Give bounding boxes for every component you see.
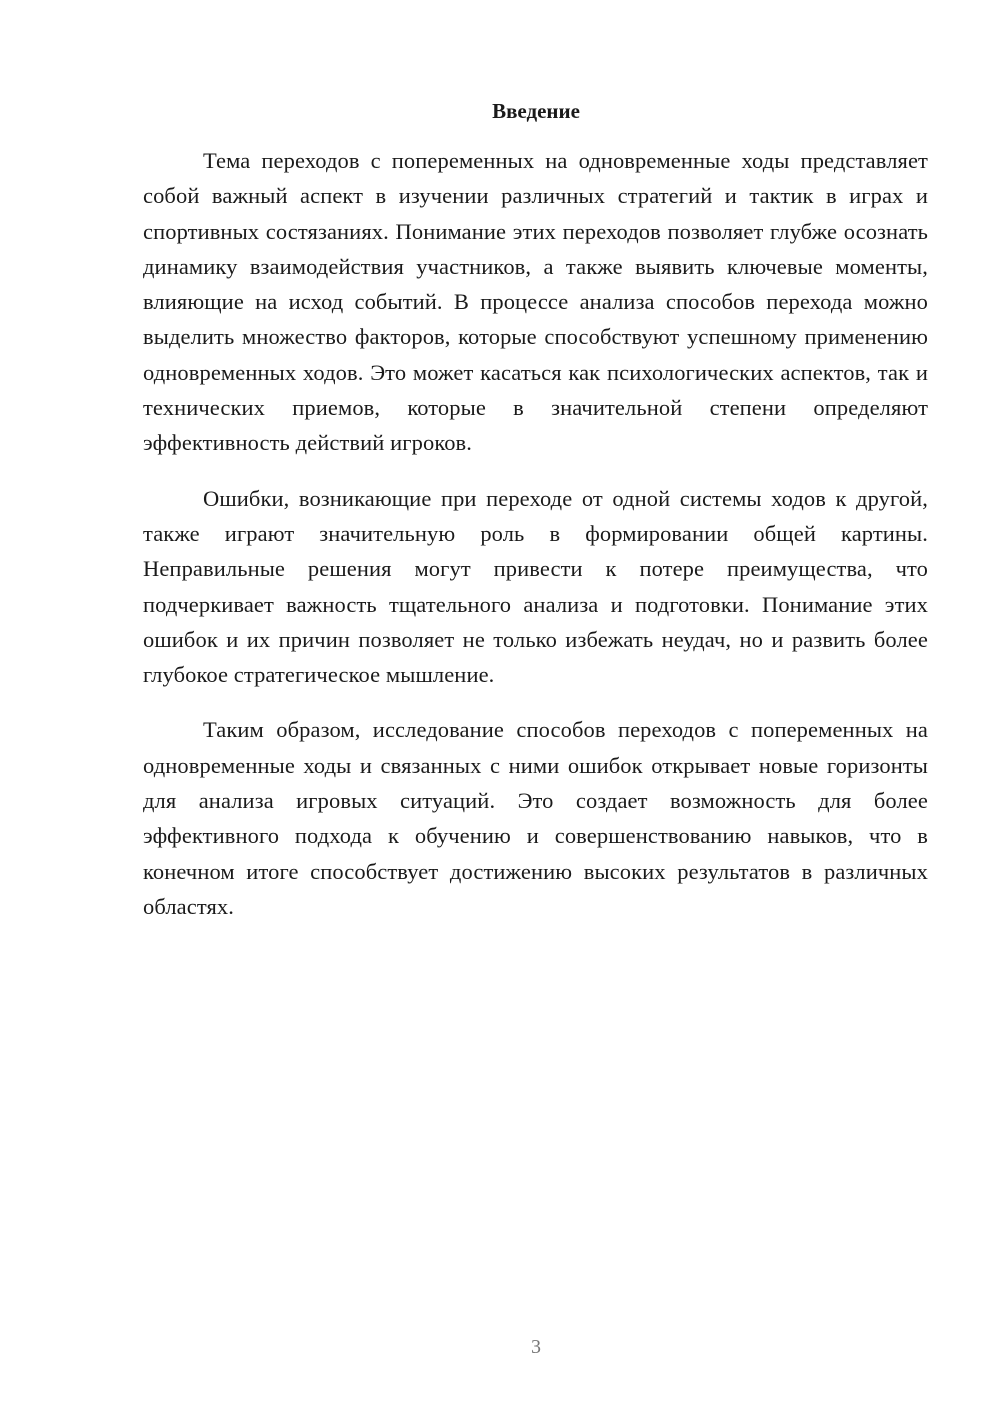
page-number: 3 — [531, 1336, 541, 1358]
paragraph-2: Ошибки, возникающие при переходе от одной системы ходов к другой, также играют значительную роль в формировании общей картины. Неправильные решения могут привести к потере преимущества, что подчеркивает важность тщательного анализа и подготовки. Понимание этих ошибок и их причин позволяет не только избежать неудач, но и развить более глубокое стратегическое мышление. — [143, 485, 928, 688]
section-heading: Введение — [492, 99, 580, 123]
paragraph-3: Таким образом, исследование способов переходов с попеременных на одновременные ходы и связанных с ними ошибок открывает новые горизонты для анализа игровых ситуаций. Это создает возможность для более эффективного подхода к обучению и совершенствованию навыков, что в конечном итоге способствует достижению высоких результатов в различных областях. — [143, 717, 928, 919]
body-text — [143, 143, 928, 944]
paragraph-1: Тема переходов с попеременных на одновременные ходы представляет собой важный аспект в изучении различных стратегий и тактик в играх и спортивных состязаниях. Понимание этих переходов позволяет глубже осознать динамику взаимодействия участников, а также выявить ключевые моменты, влияющие на исход событий. В процессе анализа способов перехода можно выделить множество факторов, которые способствуют успешному применению одновременных ходов. Это может касаться как психологических аспектов, так и технических приемов, которые в значительной степени определяют эффективность действий игроков. — [143, 148, 928, 456]
